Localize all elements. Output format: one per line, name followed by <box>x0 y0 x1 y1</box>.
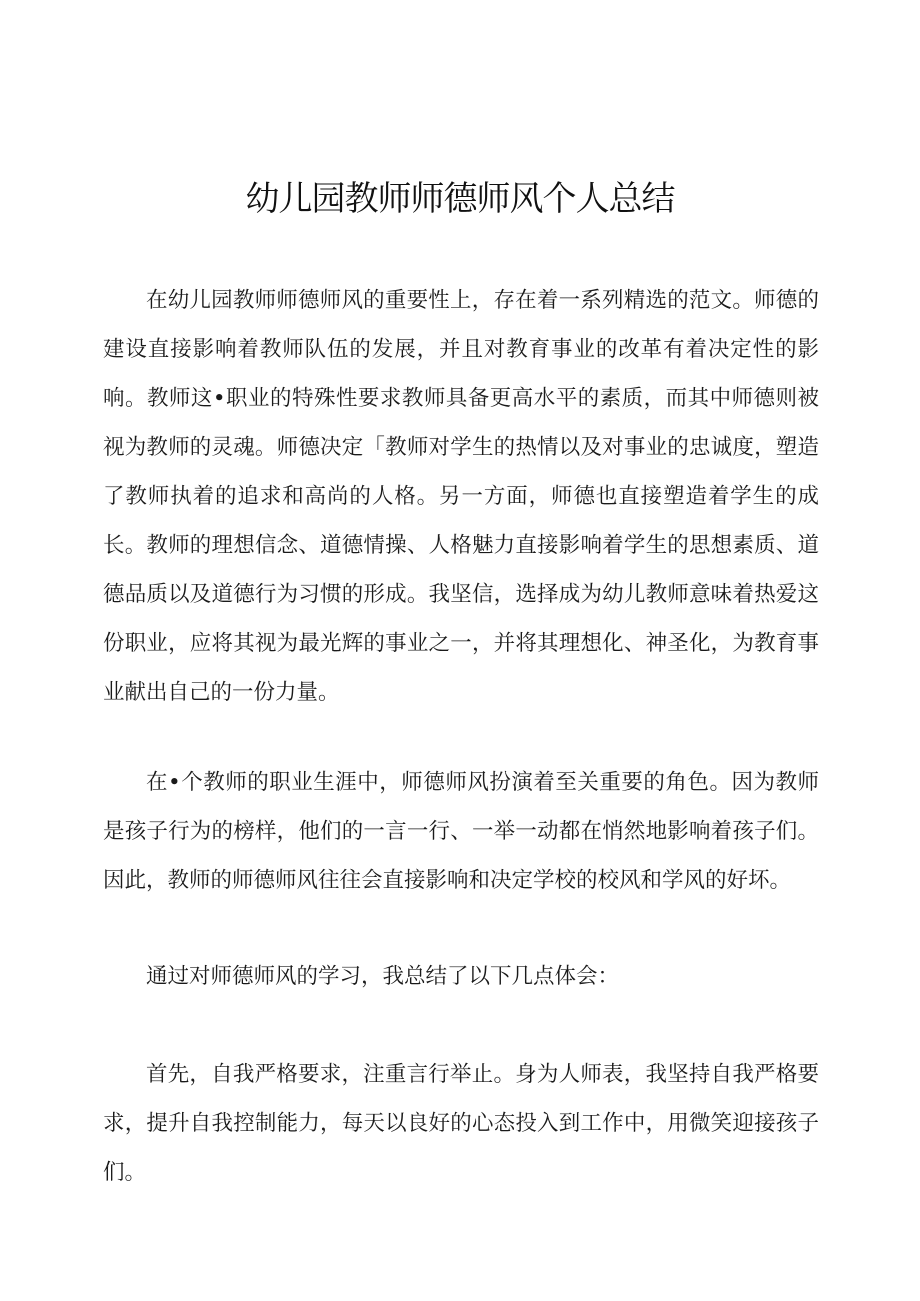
paragraph-first-point: 首先，自我严格要求，注重言行举止。身为人师表，我坚持自我严格要求，提升自我控制能力，每天以良好的心态投入到工作中，用微笑迎接孩子们。 <box>103 1062 819 1185</box>
paragraph-role-model: 在•个教师的职业生涯中，师德师风扮演着至关重要的角色。因为教师是孩子行为的榜样，他们的一言一行、一举一动都在悄然地影响着孩子们。因此，教师的师德师风往往会直接影响和决定学校的校风和学风的好坏。 <box>103 770 819 893</box>
paragraph-summary-intro: 通过对师德师风的学习，我总结了以下几点体会： <box>146 964 620 989</box>
paragraph-importance: 在幼儿园教师师德师风的重要性上，存在着一系列精选的范文。师德的建设直接影响着教师队伍的发展，并且对教育事业的改革有着决定性的影响。教师这•职业的特殊性要求教师具备更高水平的素质，而其中师德则被视为教师的灵魂。师德决定「教师对学生的热情以及对事业的忠诚度，塑造了教师执着的追求和高尚的人格。另一方面，师德也直接塑造着学生的成长。教师的理想信念、道德情操、人格魅力直接影响着学生的思想素质、道德品质以及道德行为习惯的形成。我坚信，选择成为幼儿教师意味着热爱这份职业，应将其视为最光辉的事业之一，并将其理想化、神圣化，为教育事业献出自己的一份力量。 <box>103 288 819 705</box>
document-title: 幼儿园教师师德师风个人总结 <box>245 179 675 219</box>
